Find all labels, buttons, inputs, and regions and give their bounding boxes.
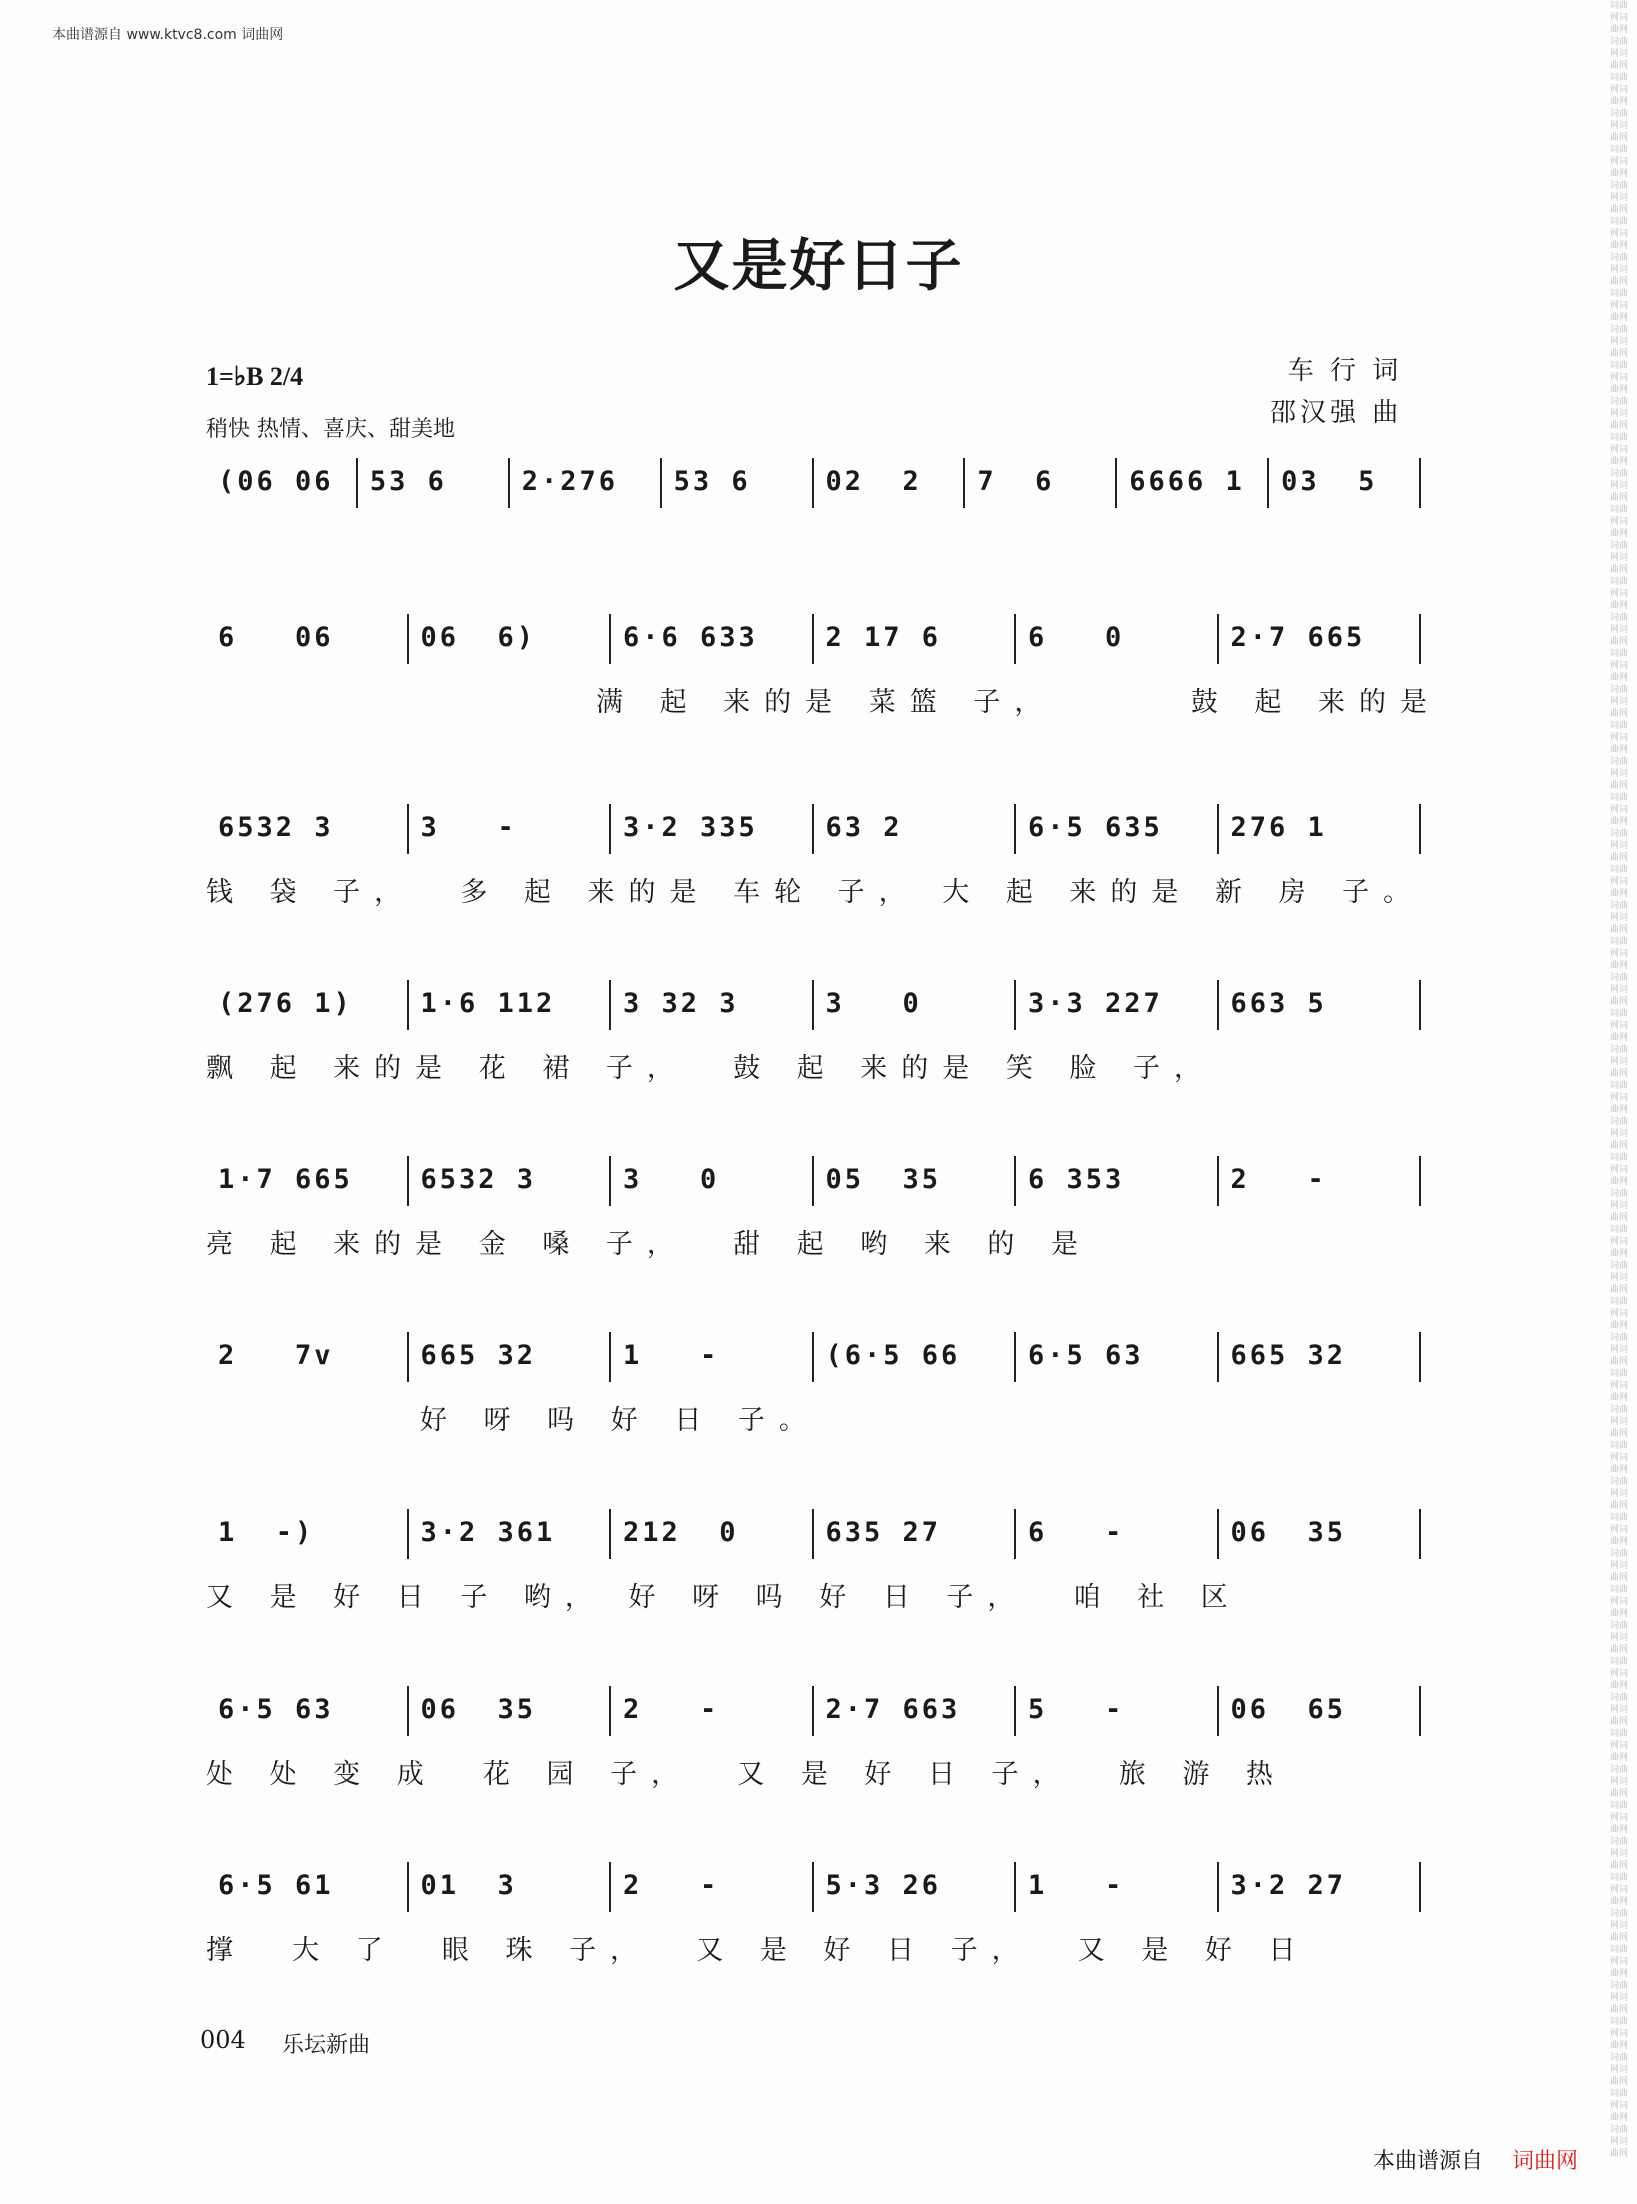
lyrics-row: 钱 袋 子， 多 起 来的是 车轮 子， 大 起 来的是 新 房 子。 bbox=[206, 877, 1425, 908]
barline bbox=[963, 458, 965, 508]
measure: 3 - bbox=[420, 812, 517, 843]
measure: 3 0 bbox=[623, 1164, 720, 1195]
measure: 276 1 bbox=[1230, 812, 1327, 843]
barline bbox=[609, 1332, 611, 1382]
barline bbox=[812, 980, 814, 1030]
measure: 6·5 63 bbox=[218, 1694, 334, 1725]
barline bbox=[1419, 1686, 1421, 1736]
notation-row bbox=[210, 988, 1425, 1032]
measure: 06 35 bbox=[420, 1694, 537, 1725]
notation-row bbox=[210, 812, 1425, 856]
lyrics-row: 满 起 来的是 菜篮 子， 鼓 起 来的是 bbox=[596, 687, 1441, 718]
measure: 6532 3 bbox=[218, 812, 334, 843]
lyrics-row: 撑 大 了 眼 珠 子， 又 是 好 日 子， 又 是 好 日 bbox=[206, 1935, 1310, 1966]
key-text: 1=♭B bbox=[206, 362, 264, 391]
measure: 1 - bbox=[623, 1340, 720, 1371]
measure: 6 06 bbox=[218, 622, 334, 653]
barline bbox=[1419, 1862, 1421, 1912]
measure: 2 7v bbox=[218, 1340, 334, 1371]
measure: 01 3 bbox=[420, 1870, 517, 1901]
measure: 5 - bbox=[1028, 1694, 1125, 1725]
measure: 2 - bbox=[623, 1870, 720, 1901]
measure: 3·2 361 bbox=[420, 1517, 556, 1548]
barline bbox=[1419, 614, 1421, 664]
measure: 6 0 bbox=[1028, 622, 1125, 653]
measure: 7 6 bbox=[977, 466, 1055, 497]
barline bbox=[609, 980, 611, 1030]
barline bbox=[1419, 458, 1421, 508]
lyrics-row: 飘 起 来的是 花 裙 子， 鼓 起 来的是 笑 脸 子， bbox=[206, 1053, 1215, 1084]
barline bbox=[407, 1509, 409, 1559]
notation-row bbox=[210, 1340, 1425, 1384]
notation-row bbox=[210, 1517, 1425, 1561]
barline bbox=[812, 1332, 814, 1382]
measure: 6666 1 bbox=[1129, 466, 1245, 497]
bottom-source: 本曲谱源自 bbox=[1373, 2149, 1484, 2174]
barline bbox=[1115, 458, 1117, 508]
barline bbox=[1419, 1509, 1421, 1559]
barline bbox=[812, 804, 814, 854]
measure: 665 32 bbox=[420, 1340, 537, 1371]
barline bbox=[1014, 1862, 1016, 1912]
barline bbox=[1014, 1332, 1016, 1382]
measure: (276 1) bbox=[218, 988, 353, 1019]
lyrics-row: 处 处 变 成 花 园 子， 又 是 好 日 子， 旅 游 热 bbox=[206, 1759, 1287, 1790]
bottom-site: 词曲网 bbox=[1512, 2149, 1579, 2174]
header-credit: 本曲谱源自 www.ktvc8.com 词曲网 bbox=[52, 27, 284, 43]
measure: 06 65 bbox=[1230, 1694, 1347, 1725]
measure: 05 35 bbox=[825, 1164, 942, 1195]
barline bbox=[1217, 1509, 1219, 1559]
measure: (06 06 bbox=[218, 466, 334, 497]
measure: 2 17 6 bbox=[825, 622, 942, 653]
barline bbox=[1014, 980, 1016, 1030]
barline bbox=[1217, 804, 1219, 854]
measure: 1·7 665 bbox=[218, 1164, 353, 1195]
barline bbox=[812, 1862, 814, 1912]
barline bbox=[407, 1686, 409, 1736]
barline bbox=[812, 614, 814, 664]
measure: 06 35 bbox=[1230, 1517, 1347, 1548]
measure: 2 - bbox=[1230, 1164, 1327, 1195]
barline bbox=[407, 1862, 409, 1912]
measure: 3 32 3 bbox=[623, 988, 739, 1019]
measure: 3·2 27 bbox=[1230, 1870, 1347, 1901]
measure: 2·276 bbox=[521, 466, 619, 497]
notation-row bbox=[210, 1694, 1425, 1738]
barline bbox=[1014, 1509, 1016, 1559]
notation-row bbox=[210, 466, 1425, 510]
barline bbox=[812, 458, 814, 508]
measure: 3·3 227 bbox=[1028, 988, 1163, 1019]
measure: 53 6 bbox=[369, 466, 447, 497]
measure: 3·2 335 bbox=[623, 812, 758, 843]
lyricist: 车 行 词 bbox=[1287, 356, 1403, 386]
barline bbox=[1217, 614, 1219, 664]
measure: 63 2 bbox=[825, 812, 903, 843]
measure: 5·3 26 bbox=[825, 1870, 942, 1901]
barline bbox=[407, 1156, 409, 1206]
notation-row bbox=[210, 622, 1425, 666]
page-number: 004 bbox=[200, 2026, 246, 2054]
barline bbox=[1419, 804, 1421, 854]
barline bbox=[1217, 1156, 1219, 1206]
measure: 6·5 63 bbox=[1028, 1340, 1144, 1371]
barline bbox=[1217, 1686, 1219, 1736]
lyrics-row: 又 是 好 日 子 哟， 好 呀 吗 好 日 子， 咱 社 区 bbox=[206, 1582, 1242, 1613]
barline bbox=[1217, 980, 1219, 1030]
barline bbox=[609, 1862, 611, 1912]
barline bbox=[609, 614, 611, 664]
barline bbox=[609, 1156, 611, 1206]
barline bbox=[812, 1156, 814, 1206]
tempo-marking: 稍快 热情、喜庆、甜美地 bbox=[206, 417, 455, 442]
measure: (6·5 66 bbox=[825, 1340, 961, 1371]
measure: 2·7 665 bbox=[1230, 622, 1366, 653]
measure: 2·7 663 bbox=[825, 1694, 961, 1725]
measure: 03 5 bbox=[1281, 466, 1378, 497]
key-signature bbox=[206, 362, 303, 392]
notation-row bbox=[210, 1164, 1425, 1208]
measure: 6·5 61 bbox=[218, 1870, 334, 1901]
barline bbox=[1419, 1332, 1421, 1382]
barline bbox=[609, 1686, 611, 1736]
credits bbox=[1270, 350, 1402, 434]
measure: 212 0 bbox=[623, 1517, 739, 1548]
barline bbox=[812, 1686, 814, 1736]
measure: 6·5 635 bbox=[1028, 812, 1163, 843]
lyrics-row: 亮 起 来的是 金 嗓 子， 甜 起 哟 来 的 是 bbox=[206, 1229, 1092, 1260]
lyrics-row: 好 呀 吗 好 日 子。 bbox=[420, 1405, 820, 1436]
measure: 1·6 112 bbox=[420, 988, 556, 1019]
measure: 663 5 bbox=[1230, 988, 1327, 1019]
measure: 665 32 bbox=[1230, 1340, 1347, 1371]
side-watermark: 词曲网词曲网词曲网词曲网词曲网词曲网词曲网词曲网词曲网词曲网词曲网词曲网词曲网词曲网词曲网词曲网词曲网词曲网词曲网词曲网词曲网词曲网词曲网词曲网词曲网词曲网词曲网词曲网词曲网词曲网词曲网词曲网词曲网词曲网词曲网词曲网词曲网词曲网词曲网词曲网词曲网词曲网词曲网词曲网词曲网词曲网词曲网词曲网词曲网词曲网词曲网词曲网词曲网词曲网词曲网词曲网词曲网词曲网词曲网词曲网词曲网词曲网词曲网词曲网词曲网词曲网词曲网词曲网词曲网词曲网词曲网词曲网词曲网词曲网词曲网词曲网词曲网词曲网词曲网词曲网词曲网词曲网词曲网词曲网词曲网词曲网词曲网词曲网词曲网词曲网词曲网词曲网词曲网词曲网词曲网词曲网词曲网词曲网词曲网词曲网词曲网词曲网词曲网词曲网词曲网词曲网词曲网词曲网词曲网词曲网词曲网词曲网词曲网词曲网词曲网词曲网词曲网词曲网词曲网词曲网 bbox=[1609, 1, 1628, 2159]
barline bbox=[609, 804, 611, 854]
barline bbox=[812, 1509, 814, 1559]
page-title: 又是好日子 bbox=[673, 233, 964, 299]
barline bbox=[609, 1509, 611, 1559]
barline bbox=[1419, 1156, 1421, 1206]
barline bbox=[1217, 1332, 1219, 1382]
barline bbox=[1419, 980, 1421, 1030]
measure: 02 2 bbox=[825, 466, 922, 497]
barline bbox=[508, 458, 510, 508]
barline bbox=[660, 458, 662, 508]
barline bbox=[407, 614, 409, 664]
barline bbox=[1267, 458, 1269, 508]
barline bbox=[1014, 614, 1016, 664]
barline bbox=[356, 458, 358, 508]
time-signature: 2/4 bbox=[269, 362, 304, 391]
measure: 6532 3 bbox=[420, 1164, 537, 1195]
measure: 53 6 bbox=[673, 466, 751, 497]
barline bbox=[1217, 1862, 1219, 1912]
barline bbox=[1014, 804, 1016, 854]
magazine-name: 乐坛新曲 bbox=[282, 2033, 371, 2058]
measure: 1 -) bbox=[218, 1517, 315, 1548]
measure: 6·6 633 bbox=[623, 622, 758, 653]
barline bbox=[407, 804, 409, 854]
measure: 2 - bbox=[623, 1694, 720, 1725]
notation-row bbox=[210, 1870, 1425, 1914]
measure: 3 0 bbox=[825, 988, 922, 1019]
barline bbox=[407, 980, 409, 1030]
barline bbox=[1014, 1156, 1016, 1206]
measure: 6 - bbox=[1028, 1517, 1125, 1548]
composer: 邵汉强 曲 bbox=[1270, 398, 1403, 428]
measure: 6 353 bbox=[1028, 1164, 1125, 1195]
measure: 635 27 bbox=[825, 1517, 942, 1548]
measure: 06 6) bbox=[420, 622, 537, 653]
measure: 1 - bbox=[1028, 1870, 1125, 1901]
barline bbox=[407, 1332, 409, 1382]
barline bbox=[1014, 1686, 1016, 1736]
